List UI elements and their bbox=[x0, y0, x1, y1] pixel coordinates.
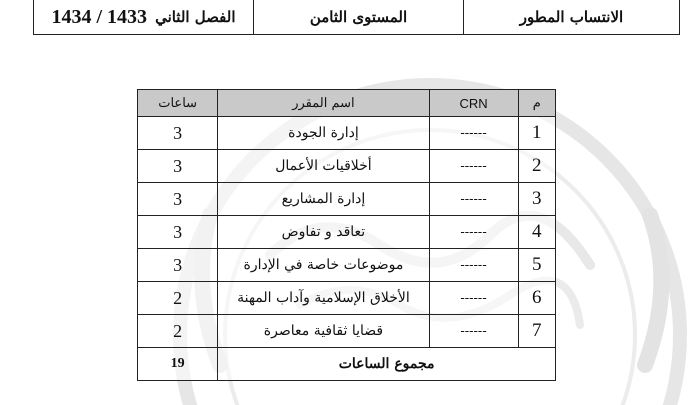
row-num: 7 bbox=[518, 315, 556, 348]
table-row bbox=[138, 249, 556, 282]
header-crn: CRN bbox=[429, 90, 518, 117]
row-course-name: موضوعات خاصة في الإدارة bbox=[218, 249, 429, 282]
table-row bbox=[138, 150, 556, 183]
header-bar bbox=[33, 0, 680, 35]
row-crn: ------ bbox=[429, 150, 518, 183]
row-num: 1 bbox=[518, 117, 556, 150]
course-table bbox=[137, 89, 556, 381]
row-hours: 3 bbox=[138, 216, 218, 249]
row-crn: ------ bbox=[429, 282, 518, 315]
program-title-text: الانتساب المطور bbox=[519, 8, 624, 26]
header-num: م bbox=[518, 90, 556, 117]
level-title-text: المستوى الثامن bbox=[309, 8, 408, 26]
row-course-name: إدارة المشاريع bbox=[218, 183, 429, 216]
row-crn: ------ bbox=[429, 117, 518, 150]
row-crn: ------ bbox=[429, 216, 518, 249]
row-hours: 3 bbox=[138, 183, 218, 216]
row-crn: ------ bbox=[429, 249, 518, 282]
row-hours: 2 bbox=[138, 282, 218, 315]
table-row bbox=[138, 315, 556, 348]
level-title bbox=[253, 0, 463, 34]
table-row bbox=[138, 216, 556, 249]
header-course-name: اسم المقرر bbox=[218, 90, 429, 117]
row-course-name: أخلاقيات الأعمال bbox=[218, 150, 429, 183]
row-hours: 3 bbox=[138, 117, 218, 150]
total-row bbox=[138, 348, 556, 381]
table-row bbox=[138, 282, 556, 315]
semester-years: 1434 / 1433 bbox=[51, 5, 148, 28]
semester-title bbox=[34, 0, 253, 34]
table-row bbox=[138, 117, 556, 150]
row-hours: 3 bbox=[138, 249, 218, 282]
row-crn: ------ bbox=[429, 315, 518, 348]
semester-label: الفصل الثاني bbox=[155, 8, 236, 26]
row-hours: 3 bbox=[138, 150, 218, 183]
total-hours-label: مجموع الساعات bbox=[218, 348, 556, 381]
row-course-name: إدارة الجودة bbox=[218, 117, 429, 150]
row-course-name: تعاقد و تفاوض bbox=[218, 216, 429, 249]
row-num: 2 bbox=[518, 150, 556, 183]
row-hours: 2 bbox=[138, 315, 218, 348]
total-hours-value: 19 bbox=[138, 348, 218, 381]
row-num: 3 bbox=[518, 183, 556, 216]
row-num: 4 bbox=[518, 216, 556, 249]
row-course-name: قضايا ثقافية معاصرة bbox=[218, 315, 429, 348]
row-num: 6 bbox=[518, 282, 556, 315]
program-title bbox=[463, 0, 679, 34]
row-course-name: الأخلاق الإسلامية وآداب المهنة bbox=[218, 282, 429, 315]
header-hours: ساعات bbox=[138, 90, 218, 117]
table-header-row bbox=[138, 90, 556, 117]
table-row bbox=[138, 183, 556, 216]
row-num: 5 bbox=[518, 249, 556, 282]
row-crn: ------ bbox=[429, 183, 518, 216]
